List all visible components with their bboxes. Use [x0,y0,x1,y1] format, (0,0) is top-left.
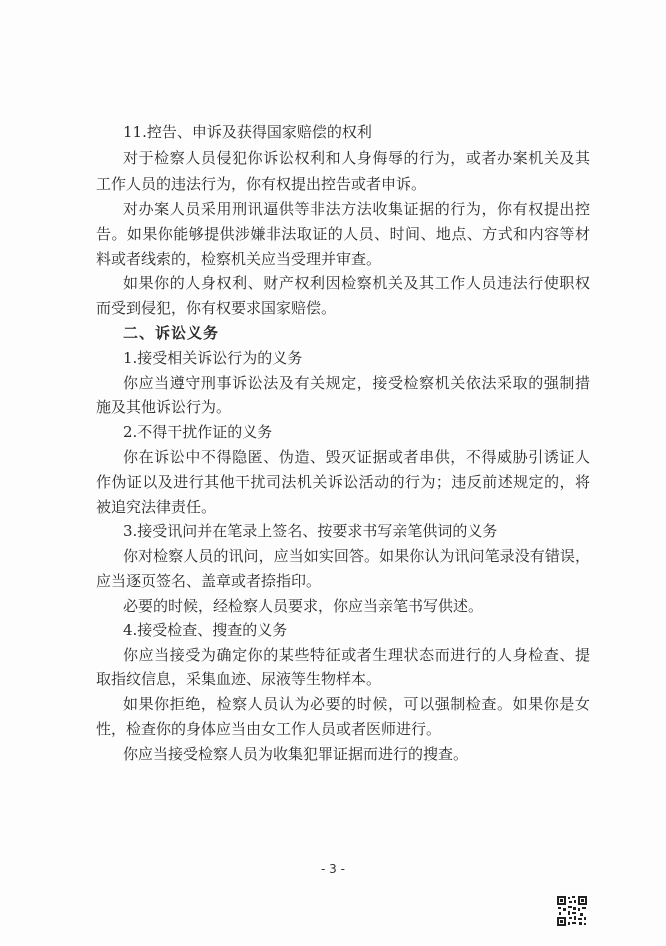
duty-4-title: 4.接受检查、搜查的义务 [123,621,288,639]
paragraph-line: 必要的时候，经检察人员要求，你应当亲笔书写供述。 [123,597,484,615]
paragraph-line: 性，检查你的身体应当由女工作人员或者医师进行。 [96,720,442,738]
paragraph-line: 你应当遵守刑事诉讼法及有关规定，接受检察机关依法采取的强制措 [123,374,590,392]
paragraph-line: 你对检察人员的讯问，应当如实回答。如果你认为讯问笔录没有错误， [123,547,590,565]
paragraph-line: 如果你拒绝，检察人员认为必要的时候，可以强制检查。如果你是女 [123,695,590,713]
paragraph-line: 告。如果你能够提供涉嫌非法取证的人员、时间、地点、方式和内容等材 [96,225,590,243]
paragraph-line: 如果你的人身权利、财产权利因检察机关及其工作人员违法行使职权 [123,274,590,292]
duty-1-title: 1.接受相关诉讼行为的义务 [123,349,303,367]
paragraph-line: 对于检察人员侵犯你诉讼权利和人身侮辱的行为，或者办案机关及其 [123,149,590,167]
duty-2-title: 2.不得干扰作证的义务 [123,423,273,441]
part-2-heading: 二、诉讼义务 [123,324,220,342]
paragraph-line: 对办案人员采用刑讯逼供等非法方法收集证据的行为，你有权提出控 [123,200,590,218]
paragraph-line: 而受到侵犯，你有权要求国家赔偿。 [96,299,337,317]
paragraph-line: 你应当接受为确定你的某些特征或者生理状态而进行的人身检查、提 [123,646,590,664]
paragraph-line: 工作人员的违法行为，你有权提出控告或者申诉。 [96,175,427,193]
paragraph-line: 被追究法律责任。 [96,498,217,516]
paragraph-line: 应当逐页签名、盖章或者捺指印。 [96,572,322,590]
paragraph-line: 你应当接受检察人员为收集犯罪证据而进行的搜查。 [123,745,469,763]
qr-code-icon [556,895,588,927]
paragraph-line: 料或者线索的，检察机关应当受理并审查。 [96,250,382,268]
paragraph-line: 作伪证以及进行其他干扰司法机关诉讼活动的行为；违反前述规定的，将 [96,473,590,491]
paragraph-line: 你在诉讼中不得隐匿、伪造、毁灭证据或者串供，不得威胁引诱证人 [123,448,590,466]
paragraph-line: 施及其他诉讼行为。 [96,398,232,416]
duty-3-title: 3.接受讯问并在笔录上签名、按要求书写亲笔供词的义务 [123,522,498,540]
page-number: - 3 - [321,862,345,876]
paragraph-line: 取指纹信息，采集血迹、尿液等生物样本。 [96,670,382,688]
section-11-title: 11.控告、申诉及获得国家赔偿的权利 [123,123,372,141]
